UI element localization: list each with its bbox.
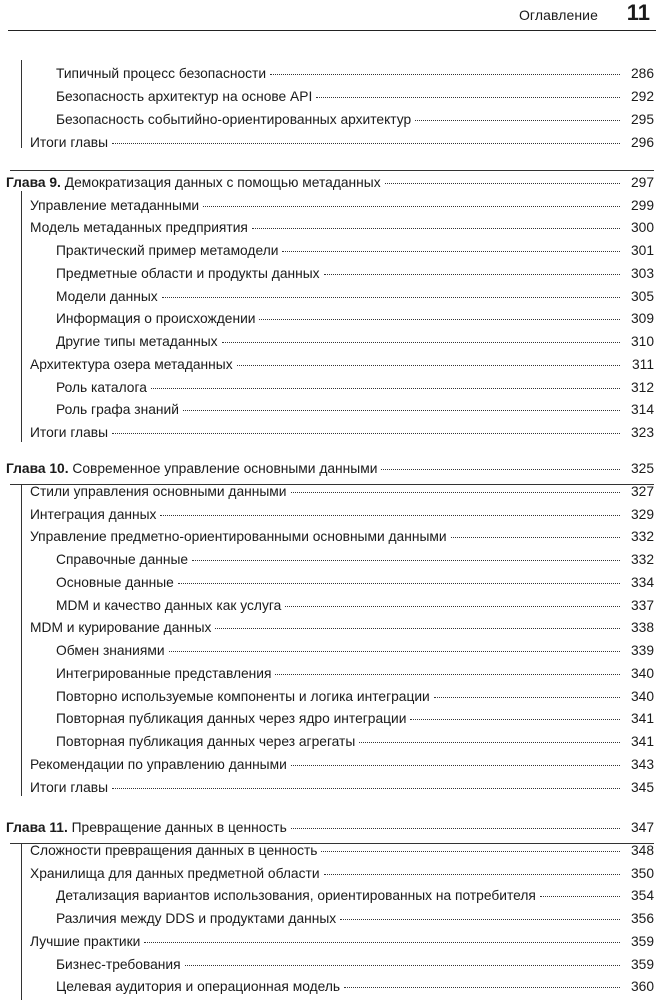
- toc-entry-page: 354: [630, 888, 654, 903]
- tree-line: [21, 191, 22, 442]
- toc-entry-page: 305: [630, 289, 654, 304]
- chapter-number: Глава 10.: [6, 461, 69, 476]
- toc-entry-page: 310: [630, 334, 654, 349]
- toc-entry[interactable]: [56, 596, 654, 616]
- toc-entry-page: 359: [630, 957, 654, 972]
- toc-entry-title: Различия между DDS и продуктами данных: [56, 911, 337, 926]
- toc-entry-title: Справочные данные: [56, 552, 189, 567]
- dot-leader: [215, 628, 620, 629]
- toc-entry[interactable]: [56, 264, 654, 284]
- toc-entry-page: 325: [630, 461, 654, 476]
- toc-entry-title: Роль каталога: [56, 380, 147, 395]
- dot-leader: [192, 560, 620, 561]
- toc-entry-page: 311: [632, 357, 654, 372]
- toc-entry[interactable]: [30, 218, 654, 238]
- toc-entry[interactable]: [56, 977, 654, 997]
- toc-entry[interactable]: [56, 87, 654, 107]
- dot-leader: [434, 697, 620, 698]
- page-number: 11: [626, 0, 650, 25]
- dot-leader: [291, 492, 621, 493]
- toc-entry-title: Управление предметно-ориентированными основными данными: [30, 529, 447, 544]
- toc-entry-page: 341: [630, 734, 654, 749]
- toc-entry-title: Детализация вариантов использования, ориентированных на потребителя: [56, 888, 536, 903]
- toc-entry-page: 343: [630, 757, 654, 772]
- toc-entry-title: Информация о происхождении: [56, 311, 256, 326]
- toc-entry[interactable]: [30, 196, 654, 216]
- dot-leader: [321, 851, 620, 852]
- dot-leader: [316, 97, 620, 98]
- toc-entry-title: Модель метаданных предприятия: [30, 220, 248, 235]
- toc-entry-title: Основные данные: [56, 575, 174, 590]
- toc-entry[interactable]: [30, 482, 654, 502]
- toc-entry-page: 359: [630, 934, 654, 949]
- dot-leader: [324, 874, 620, 875]
- dot-leader: [162, 297, 620, 298]
- dot-leader: [160, 515, 620, 516]
- dot-leader: [112, 433, 620, 434]
- dot-leader: [415, 120, 620, 121]
- toc-chapter-entry[interactable]: [6, 818, 654, 838]
- toc-entry[interactable]: [56, 309, 654, 329]
- toc-entry-page: 340: [630, 666, 654, 681]
- toc-entry-page: 332: [630, 529, 654, 544]
- running-title: Оглавление: [518, 7, 598, 23]
- toc-entry[interactable]: [30, 932, 654, 952]
- toc-entry-title: Роль графа знаний: [56, 402, 179, 417]
- toc-chapter-entry[interactable]: [6, 173, 654, 193]
- dot-leader: [222, 342, 620, 343]
- dot-leader: [185, 965, 620, 966]
- chapter-number: Глава 11.: [6, 820, 68, 835]
- toc-entry-title: Предметные области и продукты данных: [56, 266, 320, 281]
- toc-entry-page: 309: [630, 311, 654, 326]
- dot-leader: [410, 719, 620, 720]
- tree-line: [21, 843, 22, 1000]
- dot-leader: [291, 828, 620, 829]
- toc-entry-title: Стили управления основными данными: [30, 484, 287, 499]
- dot-leader: [324, 274, 620, 275]
- dot-leader: [285, 606, 620, 607]
- toc-entry-title: Итоги главы: [30, 425, 109, 440]
- dot-leader: [252, 228, 620, 229]
- dot-leader: [203, 206, 620, 207]
- toc-entry-page: 340: [630, 689, 654, 704]
- toc-entry[interactable]: [30, 864, 654, 884]
- dot-leader: [359, 742, 620, 743]
- dot-leader: [340, 919, 620, 920]
- toc-entry-page: 345: [630, 780, 654, 795]
- toc-entry[interactable]: [56, 332, 654, 352]
- toc-entry[interactable]: [30, 841, 654, 861]
- toc-entry[interactable]: [56, 709, 654, 729]
- toc-entry-page: 356: [630, 911, 654, 926]
- toc-entry-title: Сложности превращения данных в ценность: [30, 843, 318, 858]
- toc-entry-title: Повторная публикация данных через агрегаты: [56, 734, 356, 749]
- dot-leader: [237, 365, 620, 366]
- dot-leader: [540, 896, 620, 897]
- toc-entry[interactable]: [56, 955, 654, 975]
- toc-entry-page: 327: [630, 484, 654, 499]
- toc-entry[interactable]: [56, 241, 654, 261]
- toc-entry[interactable]: [56, 664, 654, 684]
- dot-leader: [151, 388, 620, 389]
- toc-entry-page: 338: [630, 620, 654, 635]
- toc-entry-page: 329: [630, 507, 654, 522]
- dot-leader: [183, 410, 620, 411]
- toc-entry-page: 300: [630, 220, 654, 235]
- toc-entry-title: Бизнес-требования: [56, 957, 181, 972]
- toc-entry[interactable]: [56, 64, 654, 84]
- toc-entry[interactable]: [56, 550, 654, 570]
- dot-leader: [169, 651, 620, 652]
- toc-entry-page: 297: [630, 175, 654, 190]
- toc-entry-page: 286: [630, 66, 654, 81]
- toc-entry-title: Модели данных: [56, 289, 158, 304]
- toc-entry-page: 334: [630, 575, 654, 590]
- toc-entry[interactable]: [30, 527, 654, 547]
- toc-entry-title: Безопасность архитектур на основе API: [56, 89, 313, 104]
- toc-entry[interactable]: [30, 133, 654, 153]
- dot-leader: [385, 183, 620, 184]
- toc-entry[interactable]: [56, 400, 654, 420]
- tree-line: [21, 60, 22, 148]
- toc-entry-title: Повторная публикация данных через ядро интеграции: [56, 711, 407, 726]
- toc-entry-page: 295: [630, 112, 654, 127]
- toc-entry-page: 332: [630, 552, 654, 567]
- toc-entry[interactable]: [30, 505, 654, 525]
- toc-entry[interactable]: [30, 778, 654, 798]
- toc-entry-title: MDM и курирование данных: [30, 620, 212, 635]
- toc-entry-title: Итоги главы: [30, 135, 109, 150]
- toc-entry[interactable]: [30, 755, 654, 775]
- dot-leader: [282, 251, 620, 252]
- toc-entry-title: Архитектура озера метаданных: [30, 357, 233, 372]
- toc-entry[interactable]: [56, 641, 654, 661]
- toc-entry-title: Типичный процесс безопасности: [56, 66, 267, 81]
- dot-leader: [259, 319, 620, 320]
- toc-entry-title: Другие типы метаданных: [56, 334, 218, 349]
- dot-leader: [344, 987, 620, 988]
- toc-entry-title: Интегрированные представления: [56, 666, 272, 681]
- toc-entry-title: Повторно используемые компоненты и логика интеграции: [56, 689, 430, 704]
- dot-leader: [291, 765, 620, 766]
- dot-leader: [451, 537, 620, 538]
- toc-entry-page: 292: [630, 89, 654, 104]
- toc-entry[interactable]: [56, 732, 654, 752]
- toc-entry[interactable]: [56, 573, 654, 593]
- toc-entry-title: Лучшие практики: [30, 934, 141, 949]
- dot-leader: [112, 788, 620, 789]
- toc-entry[interactable]: [56, 886, 654, 906]
- toc-entry-title: Превращение данных в ценность: [71, 820, 287, 835]
- toc-entry-title: Целевая аудитория и операционная модель: [56, 979, 341, 994]
- chapter-number: Глава 9.: [6, 175, 61, 190]
- toc-entry[interactable]: [56, 687, 654, 707]
- toc-entry-title: Обмен знаниями: [56, 643, 165, 658]
- toc-entry-page: 303: [630, 266, 654, 281]
- dot-leader: [270, 74, 620, 75]
- toc-entry-title: Хранилища для данных предметной области: [30, 866, 320, 881]
- toc-entry-title: MDM и качество данных как услуга: [56, 598, 282, 613]
- toc-entry[interactable]: [30, 423, 654, 443]
- toc-entry-page: 296: [630, 135, 654, 150]
- toc-entry[interactable]: [56, 909, 654, 929]
- toc-entry-page: 323: [630, 425, 654, 440]
- toc-entry-page: 360: [630, 979, 654, 994]
- dot-leader: [178, 583, 620, 584]
- toc-entry-title: Современное управление основными данными: [72, 461, 378, 476]
- toc-entry-title: Управление метаданными: [30, 198, 200, 213]
- toc-entry-page: 312: [630, 380, 654, 395]
- toc-entry[interactable]: [56, 378, 654, 398]
- toc-entry-page: 347: [630, 820, 654, 835]
- toc-entry-page: 339: [630, 643, 654, 658]
- toc-entry-page: 314: [630, 402, 654, 417]
- toc-entry-title: Итоги главы: [30, 780, 109, 795]
- toc-entry-title: Рекомендации по управлению данными: [30, 757, 287, 772]
- dot-leader: [275, 674, 620, 675]
- tree-line: [21, 484, 22, 796]
- toc-entry-page: 301: [630, 243, 654, 258]
- toc-entry-page: 350: [630, 866, 654, 881]
- toc-entry-page: 348: [630, 843, 654, 858]
- toc-entry-page: 337: [630, 598, 654, 613]
- dot-leader: [144, 942, 620, 943]
- toc-entry-page: 299: [630, 198, 654, 213]
- toc-chapter-entry[interactable]: [6, 459, 654, 479]
- dot-leader: [112, 143, 620, 144]
- chapter-rule: [10, 170, 654, 171]
- toc-entry-page: 341: [630, 711, 654, 726]
- toc-entry-title: Практический пример метамодели: [56, 243, 279, 258]
- dot-leader: [381, 469, 620, 470]
- toc-entry[interactable]: [56, 110, 654, 130]
- toc-entry-title: Безопасность событийно-ориентированных архитектур: [56, 112, 412, 127]
- toc-entry-title: Демократизация данных с помощью метаданных: [64, 175, 381, 190]
- toc-entry[interactable]: [56, 287, 654, 307]
- toc-entry[interactable]: [30, 355, 654, 375]
- toc-entry[interactable]: [30, 618, 654, 638]
- toc-entry-title: Интеграция данных: [30, 507, 157, 522]
